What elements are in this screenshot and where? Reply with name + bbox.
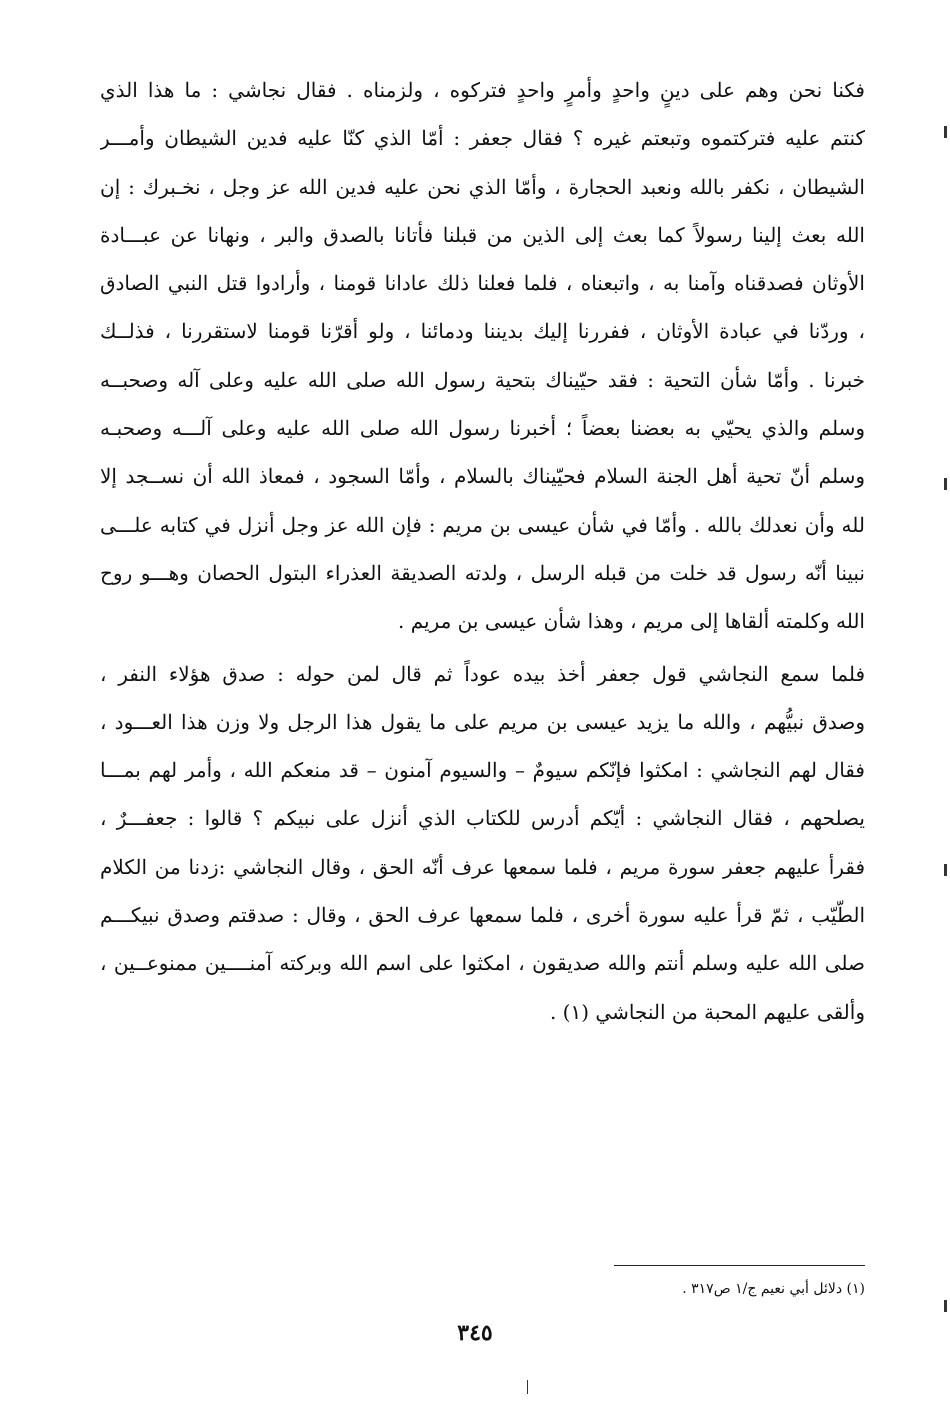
text-line: الله وكلمته ألقاها إلى مريم ، وهذا شأن عيسى بن مريم . [397,609,865,634]
text-line: نبينا أنّه رسول قد خلت من قبله الرسل ، ولدته الصديقة العذراء البتول الحصان وهـــو روح [100,560,865,585]
text-line: صلى الله عليه وسلم أنتم والله صديقون ، امكثوا على اسم الله وبركته آمنــــين ممنوعــين ، [100,951,865,976]
text-line: فقرأ عليهم جعفر سورة مريم ، فلما سمعها عرف أنّه الحق ، وقال النجاشي :زدنا من الكلام [100,854,865,879]
text-line: لله وأن نعدلك بالله . وأمّا في شأن عيسى بن مريم : فإن الله عز وجل أنزل في كتابه علـــى [100,512,865,537]
text-line: الله بعث إلينا رسولاً كما بعث إلى الذين من قبلنا فأتانا بالصدق والبر ، ونهانا عن عبـــادة [100,222,865,247]
text-line: الأوثان فصدقناه وآمنا به ، واتبعناه ، فلما فعلنا ذلك عادانا قومنا ، وأرادوا قتل النبي الصادق [100,271,865,296]
text-line: وسلم والذي يحيّي به بعضنا بعضاً ؛ أخبرنا رسول الله صلى الله عليه وعلى آلـــه وصحبـه [100,416,865,441]
paragraph-2 [100,650,865,1036]
binding-mark [527,1380,528,1394]
text-line: فكنا نحن وهم على دينٍ واحدٍ وأمرٍ واحدٍ فتركوه ، ولزمناه . فقال نجاشي : ما هذا الذي [100,78,865,102]
footnote-divider [614,1265,865,1266]
text-line: الطّيّب ، ثمّ قرأ عليه سورة أخرى ، فلما سمعها عرف الحق ، وقال : صدقتم وصدق نبيكـــم [100,903,865,928]
text-line: وألقى عليهم المحبة من النجاشي (١) . [549,999,865,1024]
binding-mark [944,864,947,876]
text-line: ، وردّنا في عبادة الأوثان ، ففررنا إليك بديننا ودمائنا ، ولو أقرّنا قومنا لاستقررنا ، فذلــك [100,319,865,344]
text-line: فلما سمع النجاشي قول جعفر أخذ بيده عوداً ثم قال لمن حوله : صدق هؤلاء النفر ، [100,661,865,686]
footnote: (١) دلائل أبي نعيم ج/١ ص٣١٧ . [682,1281,865,1297]
text-line: وسلم أنّ تحية أهل الجنة السلام فحيّيناك بالسلام ، وأمّا السجود ، فمعاذ الله أن نســجد إلا [100,464,865,489]
binding-mark [944,126,947,138]
text-line: خبرنا . وأمّا شأن التحية : فقد حيّيناك بتحية رسول الله صلى الله عليه وعلى آله وصحبــه [100,367,865,392]
text-line: وصدق نبيُّهم ، والله ما يزيد عيسى بن مريم على ما يقول هذا الرجل ولا وزن هذا العـــود ، [100,709,865,734]
binding-mark [944,1300,947,1312]
main-text-block [100,66,865,1036]
text-line: يصلحهم ، فقال النجاشي : أيّكم أدرس للكتاب الذي أنزل على نبيكم ؟ قالوا : جعفـــرٌ ، [100,806,865,831]
text-line: كنتم عليه فتركتموه وتبعتم غيره ؟ فقال جعفر : أمّا الذي كنّا عليه فدين الشيطان وأمـــر [100,126,865,151]
text-line: فقال لهم النجاشي : امكثوا فإنّكم سيومٌ – والسيوم آمنون – قد منعكم الله ، وأمر لهم بمـــا [100,758,865,783]
page-number: ٣٤٥ [457,1320,493,1346]
paragraph-1 [100,66,865,646]
text-line: الشيطان ، نكفر بالله ونعبد الحجارة ، وأمّا الذي نحن عليه فدين الله عز وجل ، نخـبرك : إن [100,174,865,199]
binding-mark [944,478,947,490]
